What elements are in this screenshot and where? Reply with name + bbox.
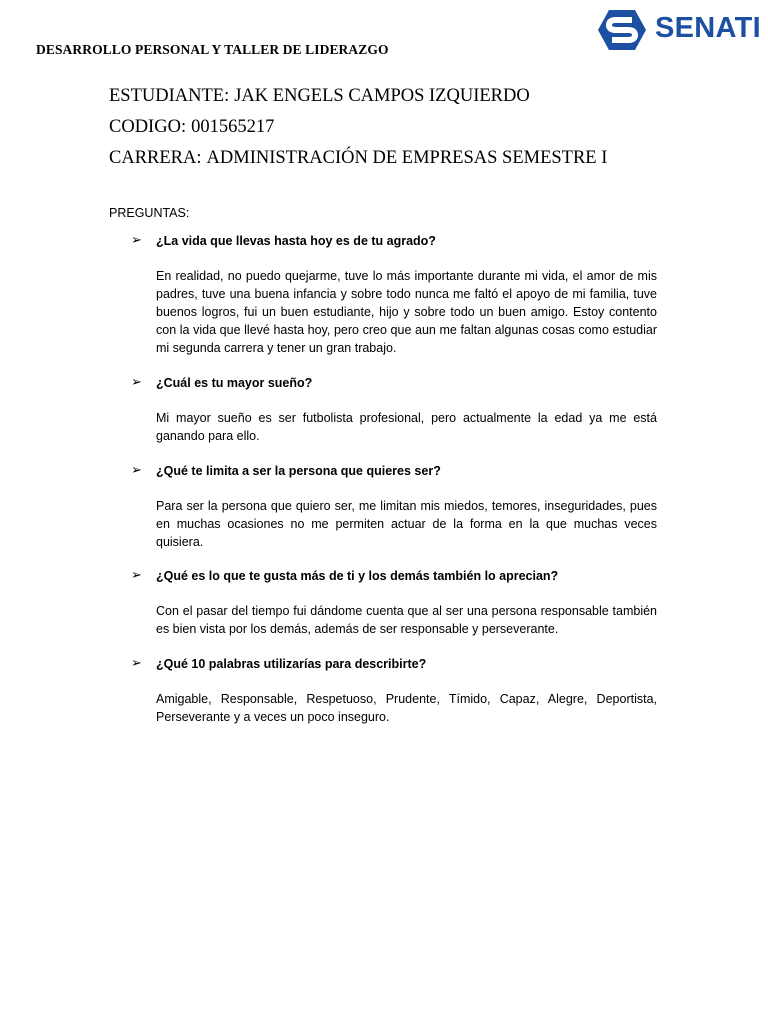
qa-block — [109, 462, 657, 551]
question-row — [109, 374, 657, 392]
student-career-line — [109, 148, 607, 169]
question-text: ¿Qué 10 palabras utilizarías para describirte? — [156, 657, 427, 671]
questions-section-label: PREGUNTAS: — [109, 206, 190, 220]
student-name-line — [109, 86, 530, 107]
qa-block — [109, 567, 657, 638]
arrowhead-bullet-icon: ➢ — [131, 375, 142, 390]
student-career: ADMINISTRACIÓN DE EMPRESAS SEMESTRE I — [206, 148, 608, 168]
answer-text: Mi mayor sueño es ser futbolista profesional, pero actualmente la edad ya me está ganando para ello. — [156, 411, 657, 443]
arrowhead-bullet-icon: ➢ — [131, 656, 142, 671]
question-row — [109, 462, 657, 480]
answer-text: Para ser la persona que quiero ser, me limitan mis miedos, temores, inseguridades, pues en muchas ocasiones no me permiten actuar de la forma en la que muchas veces quisiera. — [156, 499, 657, 549]
answer-text: Amigable, Responsable, Respetuoso, Prudente, Tímido, Capaz, Alegre, Deportista, Perseverante y a veces un poco inseguro. — [156, 692, 657, 724]
question-row — [109, 655, 657, 673]
senati-logo — [597, 9, 765, 51]
arrowhead-bullet-icon: ➢ — [131, 463, 142, 478]
logo-text: SENATI — [655, 12, 761, 44]
student-name-label: ESTUDIANTE: — [109, 86, 230, 106]
student-code-line — [109, 117, 274, 138]
answer-text: En realidad, no puedo quejarme, tuve lo más importante durante mi vida, el amor de mis padres, tuve una buena infancia y sobre todo nunca me faltó el apoyo de mi familia, tuve buenos logros, fui un buen estudiante, hijo y sobre todo un buen amigo. Estoy contento con la vida que llevé hasta hoy, pero creo que aun me faltan algunas cosas como estudiar mi segunda carrera y tener un gran trabajo. — [156, 269, 657, 355]
question-row — [109, 567, 657, 585]
question-text: ¿Cuál es tu mayor sueño? — [156, 376, 313, 390]
arrowhead-bullet-icon: ➢ — [131, 233, 142, 248]
question-text: ¿Qué te limita a ser la persona que quieres ser? — [156, 464, 441, 478]
question-row — [109, 232, 657, 250]
qa-block — [109, 374, 657, 445]
arrowhead-bullet-icon: ➢ — [131, 568, 142, 583]
answer-text: Con el pasar del tiempo fui dándome cuenta que al ser una persona responsable también es bien vista por los demás, además de ser responsable y perseverante. — [156, 604, 657, 636]
course-title: DESARROLLO PERSONAL Y TALLER DE LIDERAZGO — [36, 42, 389, 57]
question-text: ¿La vida que llevas hasta hoy es de tu agrado? — [156, 234, 436, 248]
qa-block — [109, 655, 657, 726]
question-text: ¿Qué es lo que te gusta más de ti y los demás también lo aprecian? — [156, 569, 559, 583]
student-name: JAK ENGELS CAMPOS IZQUIERDO — [234, 86, 530, 106]
student-code-label: CODIGO: — [109, 117, 187, 137]
student-career-label: CARRERA: — [109, 148, 202, 168]
student-code: 001565217 — [191, 117, 275, 137]
qa-block — [109, 232, 657, 357]
senati-logo-mark-icon — [597, 9, 647, 51]
